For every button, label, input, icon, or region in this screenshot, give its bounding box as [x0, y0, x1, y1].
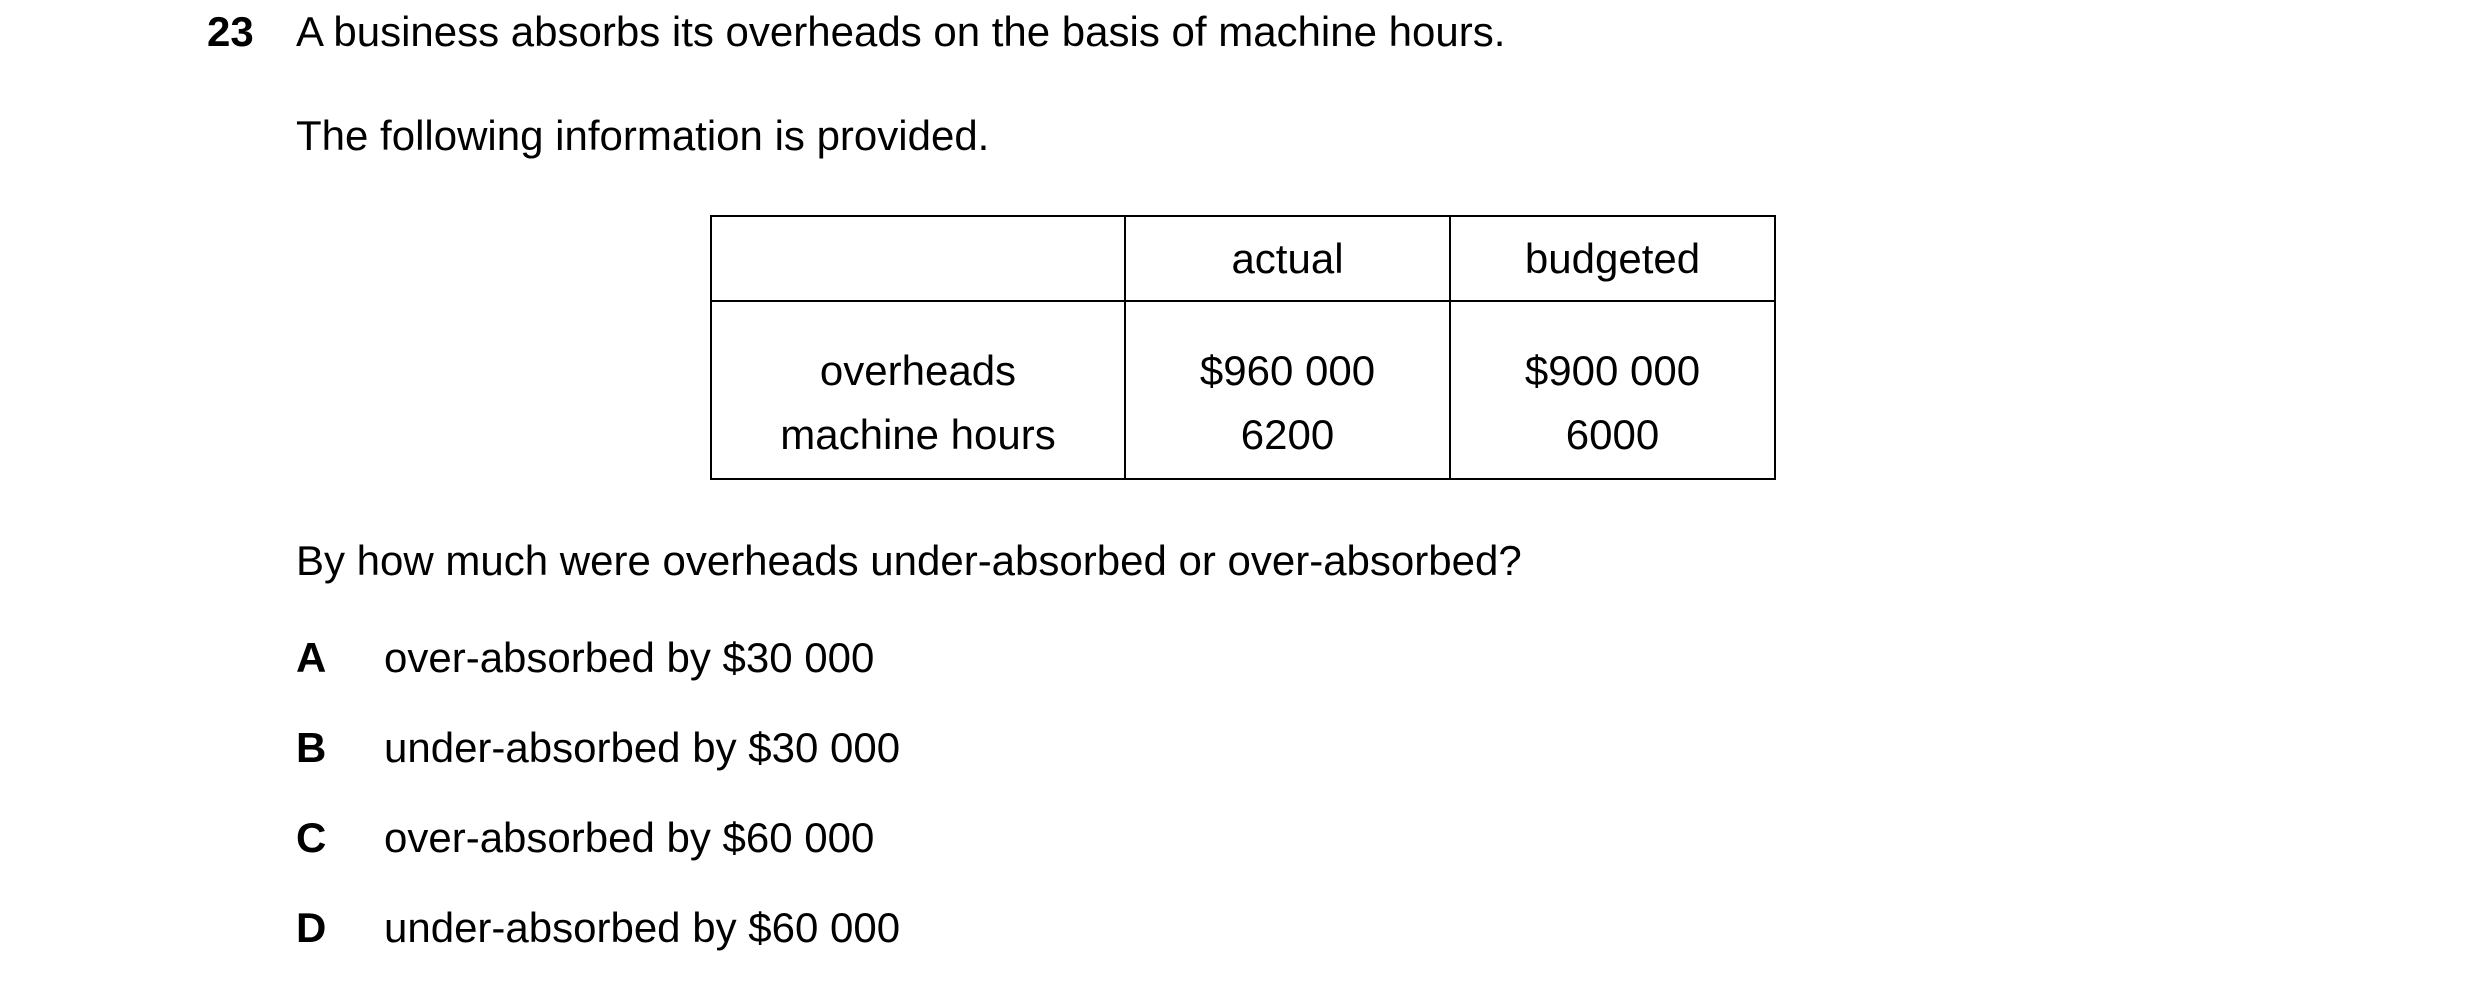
- option-text: over-absorbed by $30 000: [384, 634, 875, 681]
- row-label-machine-hours: machine hours: [711, 409, 1125, 479]
- question-number: 23: [207, 8, 254, 55]
- option-b[interactable]: [296, 720, 900, 776]
- table-header-empty: [711, 216, 1125, 301]
- option-a[interactable]: [296, 630, 874, 686]
- question-prompt: By how much were overheads under-absorbed or over-absorbed?: [296, 537, 1522, 584]
- table-row: [711, 301, 1775, 409]
- option-letter: A: [296, 634, 327, 681]
- option-letter: B: [296, 724, 327, 771]
- cell-machine-hours-budgeted: 6000: [1450, 409, 1775, 479]
- info-table: [710, 215, 1776, 480]
- table-header-budgeted: budgeted: [1450, 216, 1775, 301]
- cell-overheads-actual: $960 000: [1125, 301, 1450, 409]
- option-text: over-absorbed by $60 000: [384, 814, 875, 861]
- question-stem: A business absorbs its overheads on the basis of machine hours.: [296, 8, 1506, 55]
- option-c[interactable]: [296, 810, 874, 866]
- row-label-overheads: overheads: [711, 301, 1125, 409]
- option-text: under-absorbed by $30 000: [384, 724, 901, 771]
- option-letter: D: [296, 904, 327, 951]
- option-d[interactable]: [296, 900, 900, 956]
- cell-overheads-budgeted: $900 000: [1450, 301, 1775, 409]
- question-intro: The following information is provided.: [296, 112, 990, 159]
- cell-machine-hours-actual: 6200: [1125, 409, 1450, 479]
- table-header-actual: actual: [1125, 216, 1450, 301]
- table-row: [711, 409, 1775, 479]
- option-text: under-absorbed by $60 000: [384, 904, 901, 951]
- option-letter: C: [296, 814, 327, 861]
- table-header-row: [711, 216, 1775, 301]
